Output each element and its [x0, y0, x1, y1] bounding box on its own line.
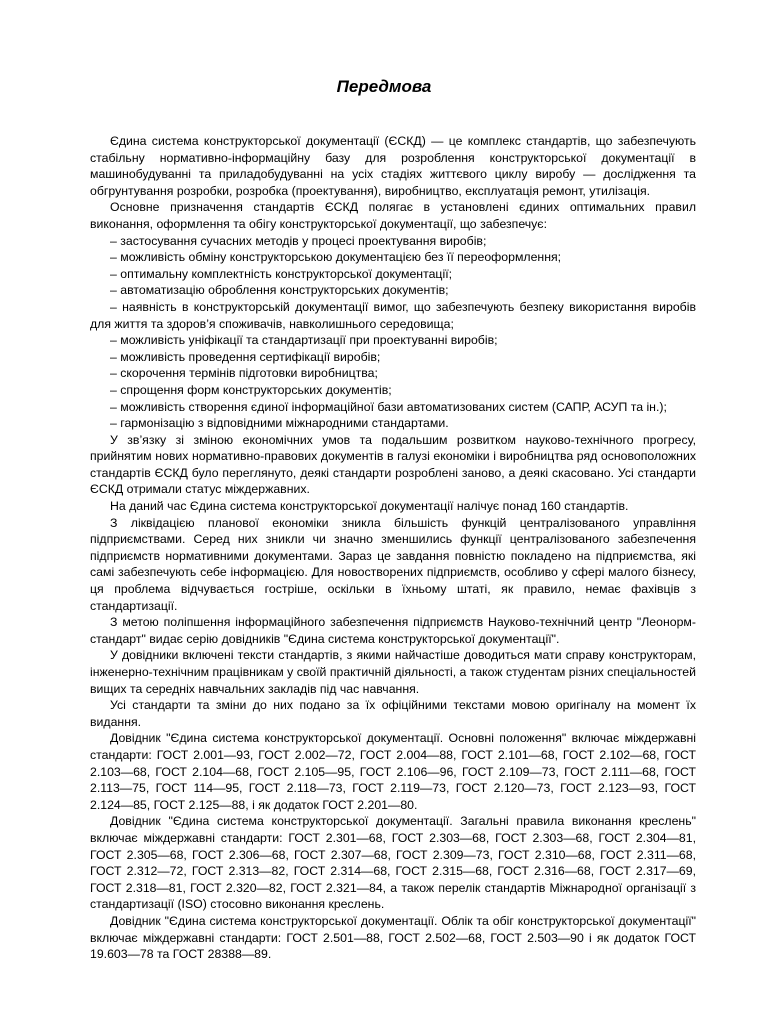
page-title: Передмова	[336, 77, 432, 96]
list-item: – оптимальну комплектність конструкторської документації;	[110, 266, 453, 281]
paragraph-publisher: З метою поліпшення інформаційного забезпечення підприємств Науково-технічний центр "Леонорм-стандарт" видає серію довідників "Єдина система конструкторської документації".	[90, 615, 696, 646]
list-item: – наявність в конструкторській документації вимог, що забезпечують безпеку використання виробів для життя та здоров’я споживачів, навколишнього середовища;	[90, 299, 696, 331]
paragraph-purpose: Основне призначення стандартів ЄСКД полягає в установлені єдиних оптимальних правил виконання, оформлення та обігу конструкторської документації, що забезпечує:	[90, 200, 696, 231]
list-item: – можливість створення єдиної інформаційної бази автоматизованих систем (САПР, АСУП та ін.);	[110, 399, 667, 414]
list-item: – скорочення термінів підготовки виробництва;	[110, 366, 378, 381]
paragraph-count: На даний час Єдина система конструкторської документації налічує понад 160 стандартів.	[110, 499, 629, 514]
list-item: – застосування сучасних методів у процесі проектування виробів;	[110, 233, 487, 248]
list-item: – можливість уніфікації та стандартизації при проектуванні виробів;	[110, 333, 498, 348]
list-item: – гармонізацію з відповідними міжнародними стандартами.	[110, 416, 449, 431]
document-body	[90, 133, 696, 963]
list-item: – автоматизацію оброблення конструкторських документів;	[110, 283, 449, 298]
paragraph-liquidation: З ліквідацією планової економіки зникла більшість функцій централізованого управління підприємствами. Серед них зникли чи значно зменшились функції централізованого забезпечення підприємств нормативними документами. Зараз це завдання повністю покладено на підприємства, які самі забезпечують себе інформацією. Для новостворених підприємств, особливо у сфері малого бізнесу, ця проблема відчувається гостріше, оскільки в їхньому штаті, як правило, немає фахівців з стандартизації.	[90, 515, 696, 613]
paragraph-handbook-drawings: Довідник "Єдина система конструкторської документації. Загальні правила виконання креслень" включає міждержавні стандарти: ГОСТ 2.301—68, ГОСТ 2.303—68, ГОСТ 2.303—68, ГОСТ 2.304—81, ГОСТ 2.305—68, ГОСТ 2.306—68, ГОСТ 2.307—68, ГОСТ 2.309—73, ГОСТ 2.310—68, ГОСТ 2.311—68, ГОСТ 2.312—72, ГОСТ 2.313—82, ГОСТ 2.314—68, ГОСТ 2.315—68, ГОСТ 2.316—68, ГОСТ 2.317—69, ГОСТ 2.318—81, ГОСТ 2.320—82, ГОСТ 2.321—84, а також перелік стандартів Міжнародної організації з стандартизації (ISO) стосовно виконання креслень.	[90, 814, 696, 912]
paragraph-official-texts: Усі стандарти та зміни до них подано за їх офіційними текстами мовою оригіналу на момент їх видання.	[90, 698, 696, 729]
paragraph-audience: У довідники включені тексти стандартів, з якими найчастіше доводиться мати справу конструкторам, інженерно-технічним працівникам у своїй практичній діяльності, а також студентам різних спеціальностей вищих та середніх навчальних закладів під час навчання.	[90, 648, 696, 696]
paragraph-handbook-records: Довідник "Єдина система конструкторської документації. Облік та обіг конструкторської документації" включає міждержавні стандарти: ГОСТ 2.501—88, ГОСТ 2.502—68, ГОСТ 2.503—90 і як додаток ГОСТ 19.603—78 та ГОСТ 28388—89.	[90, 913, 696, 962]
list-item: – можливість обміну конструкторською документацією без її переоформлення;	[110, 250, 562, 265]
list-item: – спрощення форм конструкторських документів;	[110, 382, 392, 397]
list-item: – можливість проведення сертифікації виробів;	[110, 349, 381, 364]
paragraph-revision: У зв’язку зі зміною економічних умов та подальшим розвитком науково-технічного прогресу, прийнятим нових нормативно-правових документів в галузі економіки і виробництва ряд основоположних стандартів ЄСКД було переглянуто, деякі стандарти розроблені заново, а деякі скасовано. Усі стандарти ЄСКД отримали статус міждержавних.	[90, 432, 696, 497]
paragraph-intro: Єдина система конструкторської документації (ЄСКД) — це комплекс стандартів, що забезпечують стабільну нормативно-інформаційну базу для розроблення конструкторської документації в машинобудуванні та приладобудуванні на усіх стадіях життєвого циклу виробу — дослідження та обгрунтування розробки, розробка (проектування), виробництво, експлуатація ремонт, утилізація.	[90, 134, 696, 198]
paragraph-handbook-basics: Довідник "Єдина система конструкторської документації. Основні положення" включає міждержавні стандарти: ГОСТ 2.001—93, ГОСТ 2.002—72, ГОСТ 2.004—88, ГОСТ 2.101—68, ГОСТ 2.102—68, ГОСТ 2.103—68, ГОСТ 2.104—68, ГОСТ 2.105—95, ГОСТ 2.106—96, ГОСТ 2.109—73, ГОСТ 2.111—68, ГОСТ 2.113—75, ГОСТ 114—95, ГОСТ 2.118—73, ГОСТ 2.119—73, ГОСТ 2.120—73, ГОСТ 2.123—93, ГОСТ 2.124—85, ГОСТ 2.125—88, і як додаток ГОСТ 2.201—80.	[90, 731, 696, 812]
